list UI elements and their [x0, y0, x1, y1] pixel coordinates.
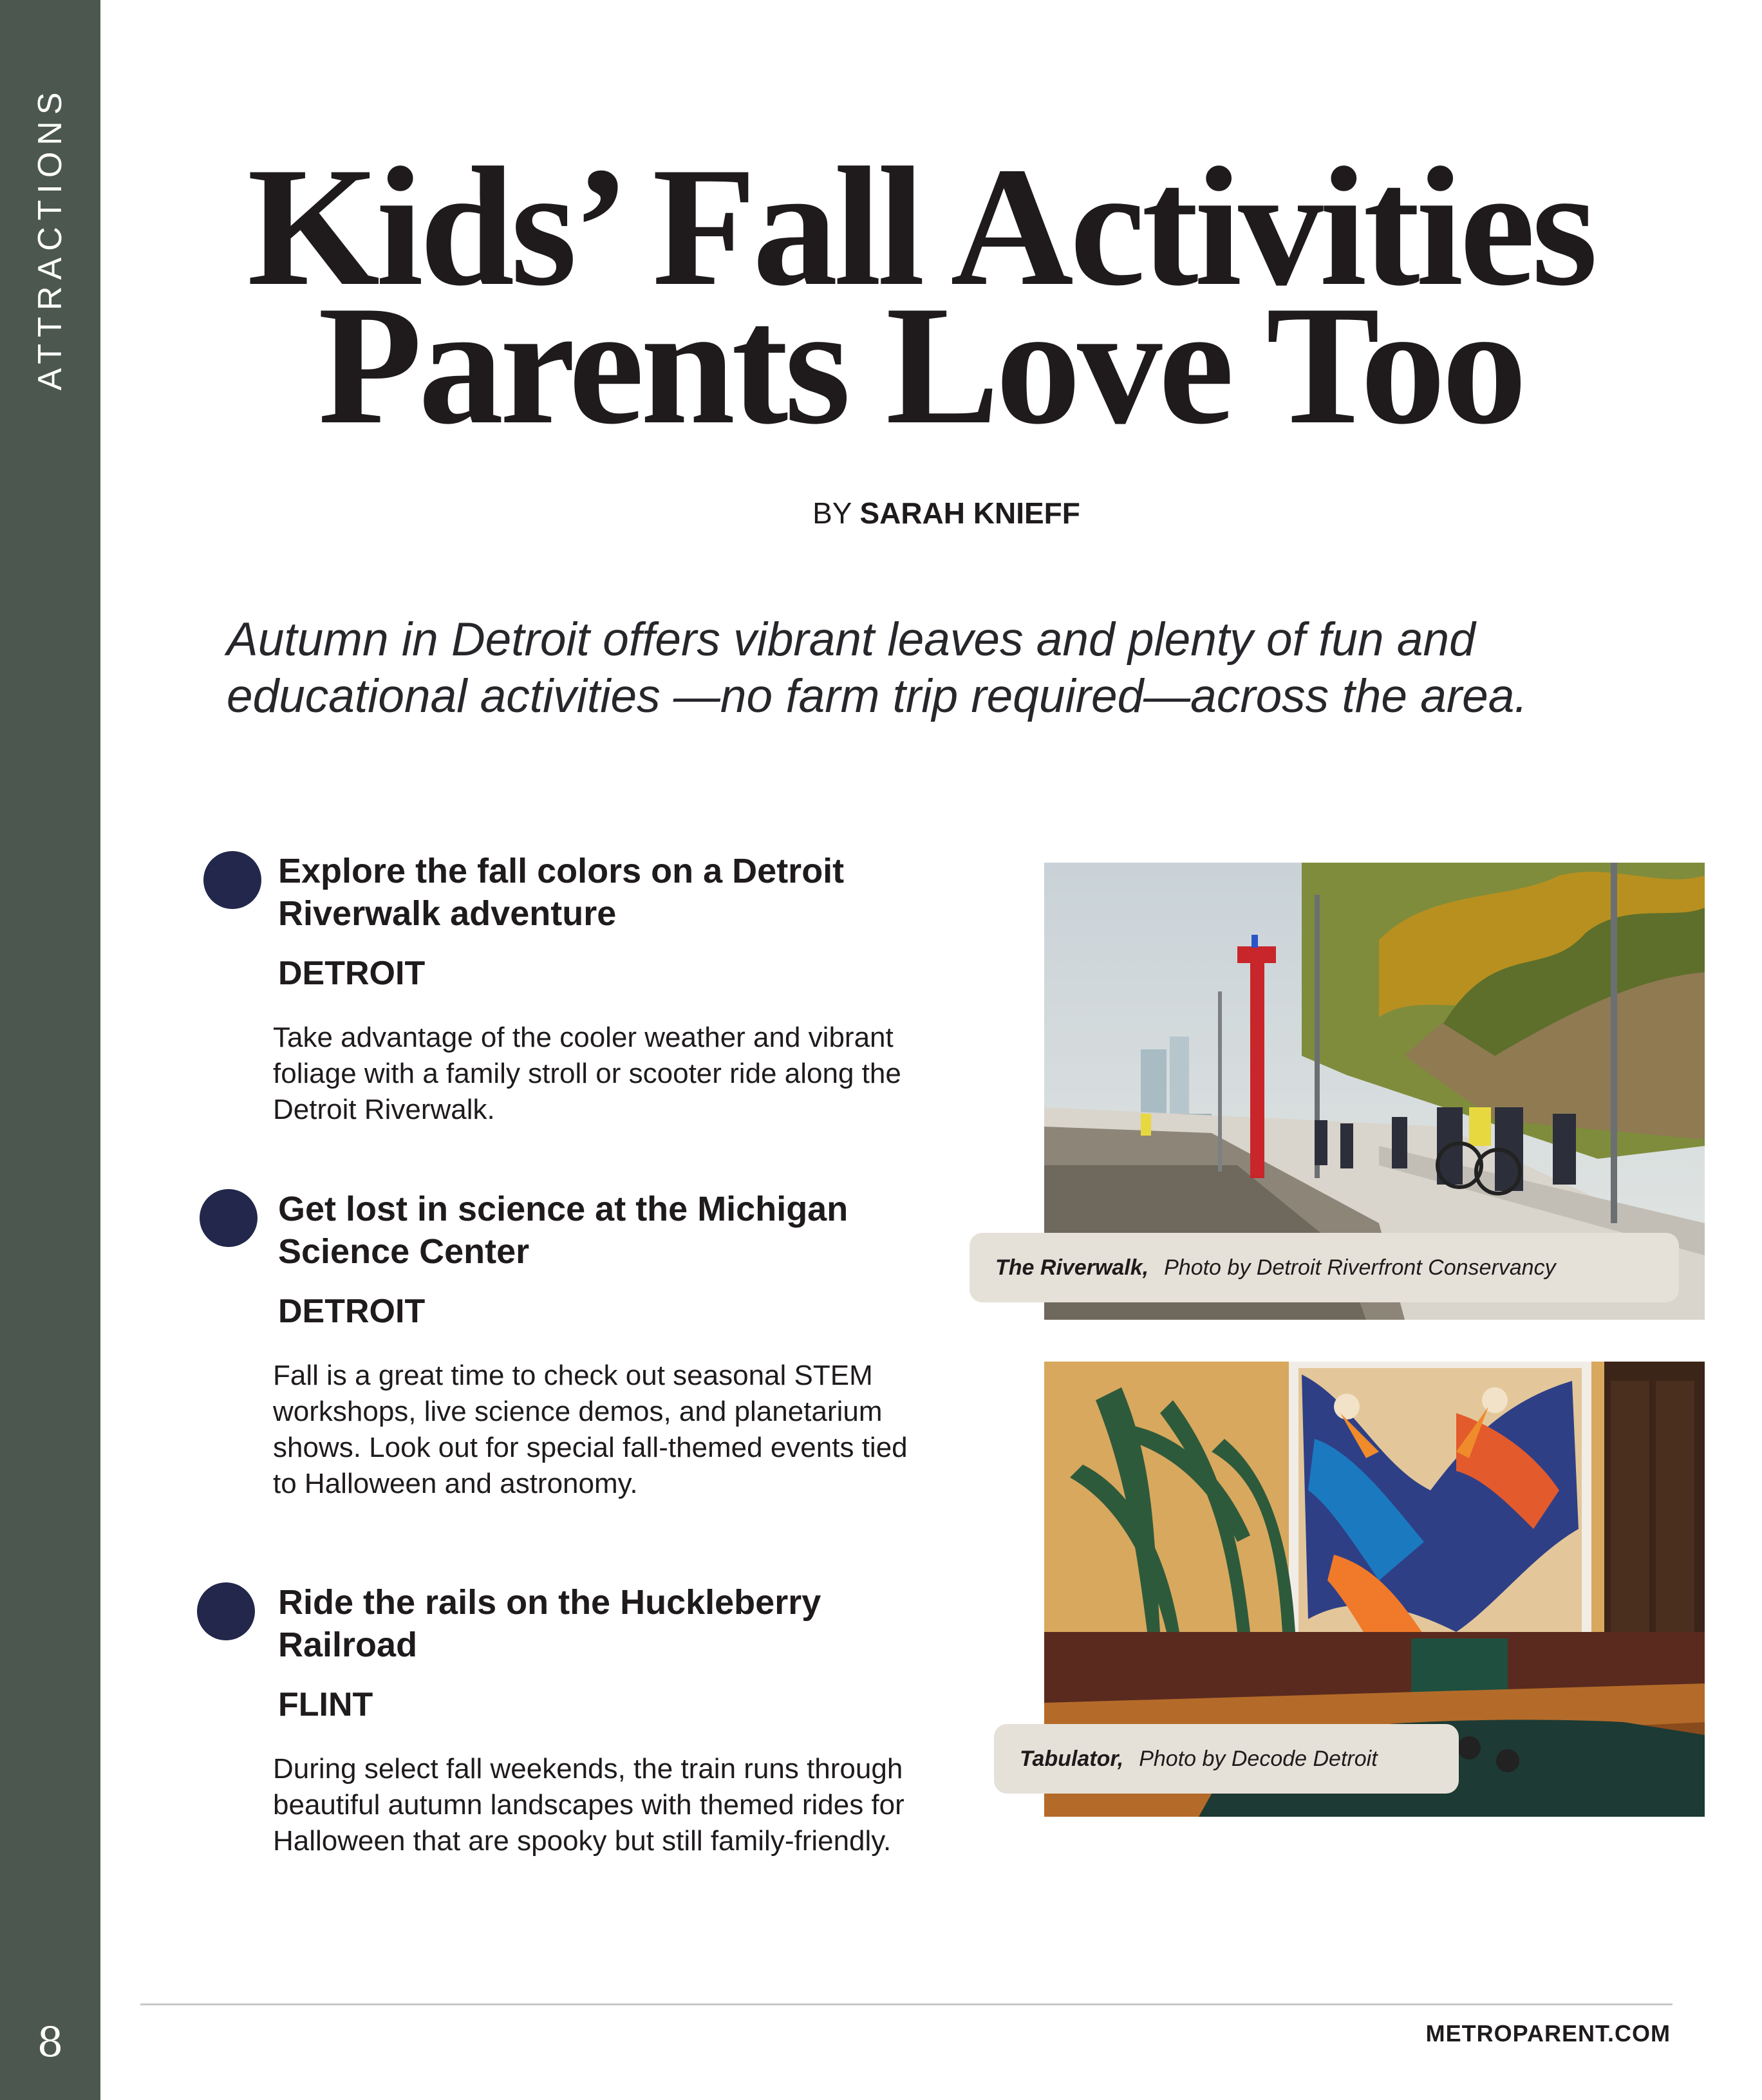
activity-item-science-center — [193, 1188, 1004, 1510]
tabulator-caption — [994, 1724, 1459, 1794]
site-name: METROPARENT.COM — [1425, 2020, 1671, 2047]
activity-description: During select fall weekends, the train runs through beautiful autumn landscapes with themed rides for Halloween that are spooky but still family-friendly. — [273, 1753, 904, 1857]
caption-credit: Photo by Decode Detroit — [1139, 1746, 1378, 1771]
activity-location: FLINT — [278, 1686, 373, 1723]
activity-title: Get lost in science at the Michigan Science Center — [278, 1190, 848, 1271]
byline — [644, 496, 1249, 530]
activity-description: Take advantage of the cooler weather and vibrant foliage with a family stroll or scooter ride along the Detroit Riverwalk. — [273, 1022, 901, 1125]
riverwalk-caption — [970, 1233, 1679, 1302]
activity-item-huckleberry-railroad — [193, 1581, 1004, 1871]
article-title — [193, 133, 1648, 460]
byline-prefix: BY — [812, 496, 852, 530]
title-line-1: Kids’ Fall Activities — [247, 133, 1594, 321]
caption-credit: Photo by Detroit Riverfront Conservancy — [1164, 1255, 1556, 1280]
page-number: 8 — [37, 2019, 64, 2067]
section-label: ATTRACTIONS — [32, 86, 69, 391]
caption-title: Tabulator, — [1020, 1746, 1124, 1771]
article-dek — [227, 612, 1643, 725]
footer-rule — [140, 2003, 1673, 2005]
bullet-dot — [203, 851, 261, 909]
title-line-2: Parents Love Too — [317, 271, 1524, 460]
caption-title: The Riverwalk, — [995, 1255, 1149, 1280]
author-name: SARAH KNIEFF — [859, 496, 1080, 530]
activity-title: Explore the fall colors on a Detroit Riverwalk adventure — [278, 852, 845, 933]
dek-line-2: educational activities —no farm trip required—across the area. — [227, 670, 1528, 722]
bullet-dot — [200, 1189, 258, 1247]
bullet-dot — [197, 1582, 255, 1640]
dek-line-1: Autumn in Detroit offers vibrant leaves and plenty of fun and — [227, 614, 1476, 666]
activity-location: DETROIT — [278, 1293, 426, 1330]
activity-item-riverwalk — [193, 850, 1004, 1139]
activity-location: DETROIT — [278, 955, 426, 992]
activity-title: Ride the rails on the Huckleberry Railroad — [278, 1583, 821, 1664]
activity-description: Fall is a great time to check out seasonal STEM workshops, live science demos, and planetarium shows. Look out for special fall-themed events tied to Halloween and astronomy. — [273, 1360, 908, 1499]
